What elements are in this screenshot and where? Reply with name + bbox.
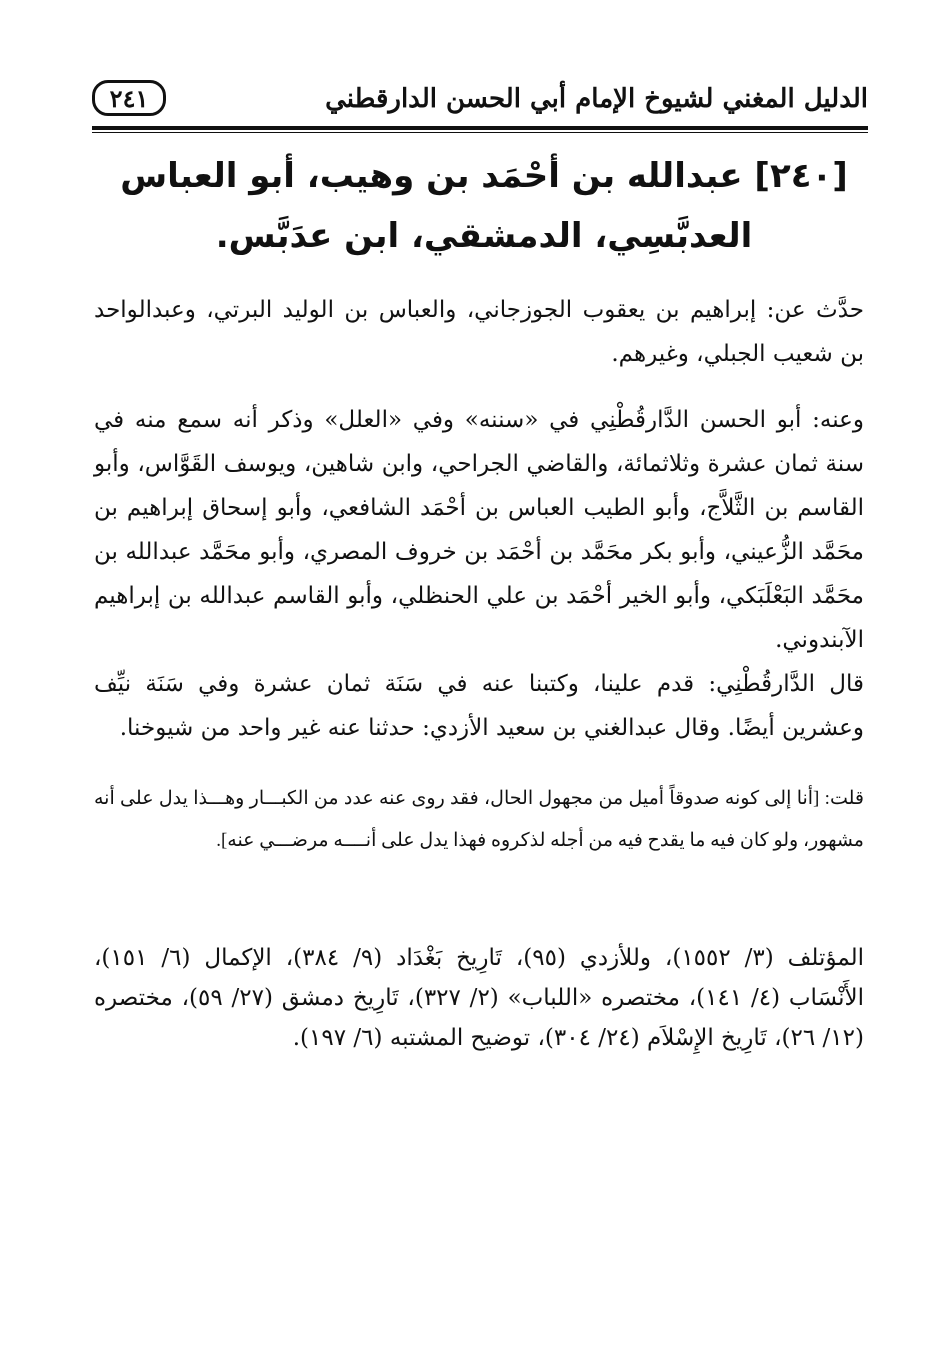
paragraph-students: وعنه: أبو الحسن الدَّارقُطْنِي في «سننه» وفي «العلل» وذكر أنه سمع منه في سنة ثمان عشرة وثلاثمائة، والقاضي الجراحي، وابن شاهين، ويوسف القَوَّاس، وأبو القاسم بن الثَّلاَّج، وأبو الطيب العباس بن أحْمَد الشافعي، وأبو إسحاق إبراهيم بن محَمَّد الزُّعيني، وأبو بكر محَمَّد بن أحْمَد بن خروف المصري، وأبو محَمَّد عبدالله بن محَمَّد البَعْلَبَكي، وأبو الخير أحْمَد بن علي الحنظلي، وأبو القاسم عبدالله بن إبراهيم الآبندوني. xyxy=(94,407,864,653)
header-rule-thin xyxy=(92,132,868,133)
paragraph-statements: قال الدَّارقُطْنِي: قدم علينا، وكتبنا عنه في سَنَة ثمان عشرة وفي سَنَة نيِّف وعشرين أيضًا. وقال عبدالغني بن سعيد الأزدي: حدثنا عنه غير واحد من شيوخنا. xyxy=(94,671,864,741)
editor-note: قلت: [أنا إلى كونه صدوقاً أميل من مجهول الحال، فقد روى عنه عدد من الكبـــار وهـــذا يدل على أنه مشهور، ولو كان فيه ما يقدح فيه من أجله لذكروه فهذا يدل على أنــــه مرضـــي عنه]. xyxy=(94,788,864,851)
entry-heading: [٢٤٠] عبدالله بن أحْمَد بن وهيب، أبو العباس العدبَّسِي، الدمشقي، ابن عدَبَّس. xyxy=(120,156,848,256)
page-header xyxy=(92,80,868,124)
page-number-box xyxy=(92,80,166,116)
paragraph-teachers: حدَّث عن: إبراهيم بن يعقوب الجوزجاني، والعباس بن الوليد البرتي، وعبدالواحد بن شعيب الجبلي، وغيرهم. xyxy=(94,297,864,367)
references: المؤتلف (٣/ ١٥٥٢)، وللأزدي (٩٥)، تَارِيخ بَغْدَاد (٩/ ٣٨٤)، الإكمال (٦/ ١٥١)، الأَنْسَاب (٤/ ١٤١)، مختصره «اللباب» (٢/ ٣٢٧)، تَارِيخ دمشق (٢٧/ ٥٩)، مختصره (١٢/ ٢٦)، تَارِيخ الإِسْلاَم (٢٤/ ٣٠٤)، توضيح المشتبه (٦/ ١٩٧). xyxy=(94,945,865,1051)
running-title: الدليل المغني لشيوخ الإمام أبي الحسن الدارقطني xyxy=(325,84,868,114)
header-rule-thick xyxy=(92,126,868,130)
page-number: ٢٤١ xyxy=(109,83,149,113)
